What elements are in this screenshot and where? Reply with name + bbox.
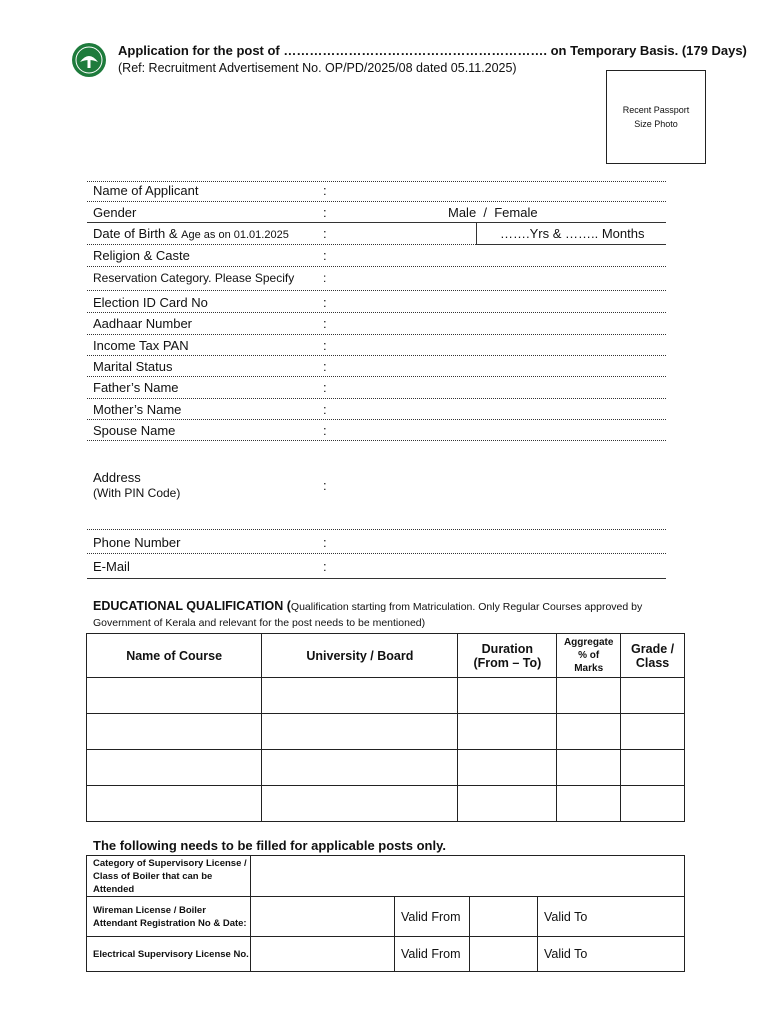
photo-label-line-1: Recent Passport (622, 105, 690, 115)
col-university-board: University / Board (262, 634, 458, 678)
education-note-1: Qualification starting from Matriculation. Only Regular Courses approved by (290, 601, 643, 613)
table-cell[interactable] (458, 786, 557, 822)
valid-to-label: Valid To (538, 897, 685, 937)
age-field[interactable]: …….Yrs & …….. Months (500, 226, 645, 241)
photo-label-line-2: Size Photo (634, 119, 678, 129)
table-cell[interactable] (262, 678, 458, 714)
table-cell[interactable] (87, 750, 262, 786)
religion-label: Religion & Caste (93, 248, 190, 263)
table-cell[interactable] (621, 750, 685, 786)
valid-to-label: Valid To (538, 937, 685, 972)
marital-label: Marital Status (93, 359, 173, 374)
valid-from-field[interactable] (470, 937, 538, 972)
table-row (87, 750, 685, 786)
address-label: Address (93, 470, 141, 485)
table-cell[interactable] (621, 714, 685, 750)
aadhaar-label: Aadhaar Number (93, 316, 192, 331)
valid-from-field[interactable] (470, 897, 538, 937)
divider (87, 181, 666, 182)
address-sub-label: (With PIN Code) (93, 486, 181, 500)
education-note-2: Government of Kerala and relevant for the post needs to be mentioned) (93, 617, 426, 629)
table-cell[interactable] (262, 786, 458, 822)
table-cell[interactable] (262, 714, 458, 750)
organisation-seal-icon (71, 42, 107, 78)
gender-options[interactable]: Male / Female (448, 205, 538, 220)
applicable-posts-heading: The following needs to be filled for applicable posts only. (93, 838, 446, 853)
wireman-license-field[interactable] (251, 897, 395, 937)
passport-photo-box (606, 70, 706, 164)
name-label: Name of Applicant (93, 183, 199, 198)
recruitment-reference: (Ref: Recruitment Advertisement No. OP/PD/2025/08 dated 05.11.2025) (118, 61, 517, 75)
table-cell[interactable] (621, 678, 685, 714)
table-cell[interactable] (557, 750, 621, 786)
reservation-label: Reservation Category. Please Specify (93, 271, 295, 285)
valid-from-label: Valid From (395, 897, 470, 937)
table-cell[interactable] (87, 678, 262, 714)
supervisory-category-field[interactable] (251, 856, 685, 897)
table-cell[interactable] (458, 714, 557, 750)
table-cell[interactable] (87, 714, 262, 750)
address-row[interactable]: Address (With PIN Code) : (93, 470, 327, 500)
pan-label: Income Tax PAN (93, 338, 189, 353)
applicable-posts-table (86, 855, 685, 972)
col-aggregate: Aggregate % of Marks (557, 634, 621, 678)
father-label: Father’s Name (93, 380, 179, 395)
table-row (87, 897, 685, 937)
table-row (87, 714, 685, 750)
phone-label: Phone Number (93, 535, 181, 550)
electrical-license-label: Electrical Supervisory License No. (87, 937, 251, 972)
table-row (87, 856, 685, 897)
election-label: Election ID Card No (93, 295, 208, 310)
supervisory-category-label: Category of Supervisory License / Class of Boiler that can be Attended (87, 856, 251, 897)
table-cell[interactable] (262, 750, 458, 786)
form-title: Application for the post of ……………………………………………………. on Temporary Basis. (179 Days) (118, 43, 747, 58)
table-cell[interactable] (87, 786, 262, 822)
table-cell[interactable] (557, 714, 621, 750)
valid-from-label: Valid From (395, 937, 470, 972)
table-cell[interactable] (458, 678, 557, 714)
col-duration: Duration (From – To) (458, 634, 557, 678)
table-cell[interactable] (557, 678, 621, 714)
spouse-label: Spouse Name (93, 423, 176, 438)
dob-label: Date of Birth & (93, 226, 178, 241)
table-cell[interactable] (621, 786, 685, 822)
education-heading (93, 599, 642, 613)
table-cell[interactable] (557, 786, 621, 822)
col-name-of-course: Name of Course (87, 634, 262, 678)
gender-label: Gender (93, 205, 137, 220)
table-cell[interactable] (458, 750, 557, 786)
electrical-license-field[interactable] (251, 937, 395, 972)
education-table (86, 633, 685, 822)
dob-sub-label: Age as on 01.01.2025 (181, 229, 289, 241)
table-row (87, 937, 685, 972)
mother-label: Mother’s Name (93, 402, 182, 417)
education-title: EDUCATIONAL QUALIFICATION ( (93, 599, 291, 613)
table-row (87, 786, 685, 822)
email-label: E-Mail (93, 559, 130, 574)
table-row (87, 678, 685, 714)
wireman-license-label: Wireman License / Boiler Attendant Registration No & Date: (87, 897, 251, 937)
col-grade-class: Grade / Class (621, 634, 685, 678)
